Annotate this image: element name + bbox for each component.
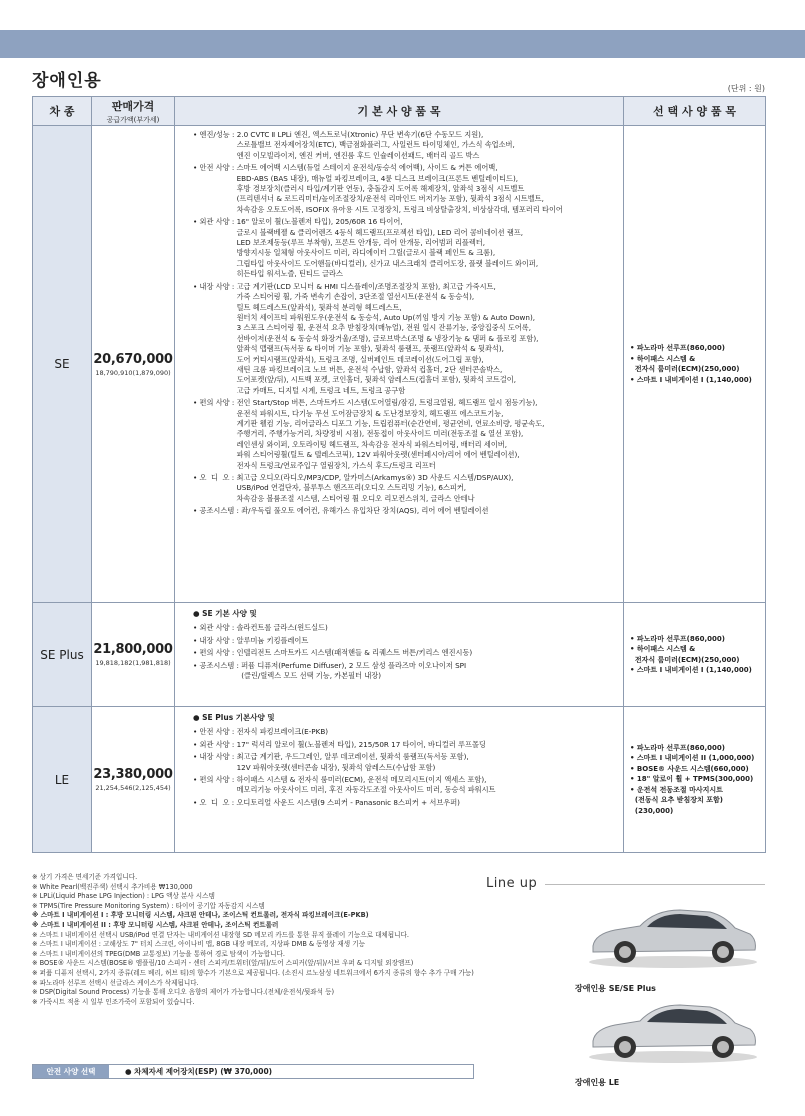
spec-line: 방향지시등 일체형 아웃사이드 미러, 라디에이터 그릴(글로시 블랙 페인트 & 크롬), (236, 248, 496, 258)
spec-line: 12V 파워아웃렛(센터콘솔 내장), 뒷좌석 암레스트(수납함 포함) (236, 762, 436, 772)
header-basic-specs: 기 본 사 양 품 목 (175, 97, 624, 126)
spec-label: • 엔진/성능 : (193, 130, 237, 139)
option-item: • 스마트 I 내비게이션 I (1,140,000) (630, 666, 752, 674)
spec-line: 고급 카매트, 디지털 시계, 트렁크 네트, 트렁크 공구함 (236, 385, 406, 395)
spec-label: • 오 디 오 : (193, 473, 237, 482)
header-price-label: 판매가격 (111, 99, 155, 113)
spec-line: EBD-ABS (BAS 내장), 매뉴얼 파킹브레이크, 4륜 디스크 브레이크(프론트 벤틸레이티드), (236, 173, 519, 183)
spec-line: 솔라컨트롤 글라스(윈드실드) (236, 623, 328, 633)
spec-item (193, 661, 617, 682)
car-caption-le: 장애인용 LE (575, 1078, 620, 1087)
car-image-le (585, 997, 760, 1065)
option-item: • 하이패스 시스템 & (630, 645, 696, 653)
spec-lines (237, 775, 617, 796)
basic-spec-cell (175, 126, 624, 603)
spec-label: • 공조시스템 : (193, 660, 242, 670)
footnote-item: ※ TPMS(Tire Pressure Monitoring System) : 타이어 공기압 자동감지 시스템 (32, 901, 265, 910)
spec-line: 메모리기능 아웃사이드 미러, 후진 자동각도조절 아웃사이드 미러, 동승석 파워시트 (236, 785, 496, 795)
footnote-item: ※ LPLi(Liquid Phase LPG Injection) : LPG 액상 분사 시스템 (32, 892, 215, 901)
spec-lines (237, 636, 617, 646)
footnote-item: ※ 스마트 I 내비게이션 선택시 USB/iPod 연결 단자는 내비게이션 내장형 SD 메모리 카드를 통한 뮤직 플레이 기능으로 대체됩니다. (32, 930, 410, 939)
spec-item (193, 398, 617, 471)
price-cell (92, 126, 175, 603)
footnote-item: ※ BOSE® 사운드 시스템(BOSE® 앰플림/10 스피커 - 센터 스피커/트위터(앞/뒤)/도어 스피커(앞/뒤)/서브 우퍼 & 디지털 외장앰프) (32, 959, 414, 968)
spec-lines (237, 282, 617, 396)
footnote-item: ※ 스마트 I 내비게이션 : 고해상도 7" 터치 스크린, 아이나비 맵, 8GB 내장 메모리, 지상파 DMB & 동영상 재생 기능 (32, 940, 365, 949)
footnote-item: ※ 파노라마 선루프 선택시 선글라스 케이스가 삭제됩니다. (32, 978, 199, 987)
spec-line: 3 스포크 스티어링 휠, 운전석 요추 받침장치(매뉴얼), 전원 일시 잔류기능, 중앙집중식 도어록, (236, 323, 531, 333)
spec-item (193, 648, 617, 658)
spec-line: 차속감응 볼륨조절 시스템, 스티어링 휠 오디오 리모컨스위치, 글라스 안테나 (236, 493, 475, 503)
spec-label: • 편의 사양 : (193, 648, 237, 658)
spec-label: • 외관 사양 : (193, 739, 237, 749)
spec-line: (프리텐셔너 & 로드리미터/높이조절장치/운전석 리마인드 버저기능 포함), 뒷좌석 3점식 시트벨트, (236, 194, 544, 204)
basic-spec-cell (175, 707, 624, 853)
lineup-title: Line up (486, 876, 538, 891)
price-value: 21,800,000 (93, 642, 173, 657)
spec-line: 전자식 파킹브레이크(E-PKB) (236, 727, 329, 737)
option-item: • 운전석 전동조절 마사지시트 (630, 785, 723, 794)
spec-lines (237, 752, 617, 773)
spec-line: 하이패스 시스템 & 전자식 룸미러(ECM), 운전석 메모리시트(이지 액세스 포함), (236, 775, 487, 785)
footnote-item: ※ 상기 가격은 면세기준 가격입니다. (32, 873, 138, 881)
spec-line: 앞좌석 맵램프(독서등 & 타이머 기능 포함), 뒷좌석 룸램프, 풋램프(앞좌석 & 뒷좌석), (236, 344, 504, 354)
spec-label: • 안전 사양 : (193, 727, 237, 737)
spec-item (193, 163, 617, 215)
spec-line: USB/iPod 연결단자, 블루투스 핸즈프리(오디오 스트리밍 기능), 6스피커, (236, 483, 467, 493)
spec-item (193, 506, 617, 516)
spec-lines (236, 798, 617, 808)
spec-line: 16" 알로이 휠(노블렌저 타입), 205/60R 16 타이어, (236, 217, 403, 227)
spec-line: 전인 Start/Stop 버튼, 스마트카드 시스템(도어열림/잠김, 트렁크열림, 헤드램프 일시 점등기능), (236, 398, 538, 408)
price-cell (92, 707, 175, 853)
option-item: (전동식 요추 받침장치 포함) (630, 796, 723, 805)
spec-item (193, 130, 617, 161)
table-header-row (33, 97, 766, 126)
spec-line: 계기판 웰컴 기능, 리어글라스 디포그 기능, 트립컴퓨터(순간연비, 평균연비, 연료소비량, 평균속도, (236, 418, 545, 428)
spec-lines (237, 398, 617, 471)
spec-line: 알루미늄 키킹플레이트 (236, 635, 309, 645)
spec-line: 엔진 이모빌라이저, 엔진 커버, 엔진룸 후드 인슐레이션패드, 배터리 골드 박스 (236, 150, 480, 160)
price-supply-value: 19,818,182(1,981,818) (95, 659, 171, 667)
spec-label: • 내장 사양 : (193, 281, 237, 291)
spec-line: 오디토리얼 사운드 시스템(9 스피커 - Panasonic 8스피커 + 서브우퍼) (236, 797, 460, 807)
page-title: 장애인용 (32, 71, 102, 91)
spec-line: 최고급 오디오(라디오/MP3/CDP, 알카미스(Arkamys®) 3D 사운드 시스템/DSP/AUX), (236, 473, 514, 482)
spec-item (193, 217, 617, 279)
footnote-item: ※ 스마트 I 내비게이션 I : 후방 모니터링 시스템, 샤크핀 안테나, 조이스틱 컨트롤러, 전자식 파킹브레이크(E-PKB) (32, 911, 369, 920)
spec-line: 새틴 크롬 파킹브레이크 노브 버튼, 운전석 수납함, 앞좌석 컵홀더, 2단 센터콘솔박스, (236, 364, 503, 374)
header-option-specs: 선 택 사 양 품 목 (624, 97, 766, 126)
spec-line: 가죽 스티어링 휠, 가죽 변속기 손잡이, 3단조절 열선시트(운전석 & 동승석), (236, 292, 475, 302)
footnotes (32, 873, 562, 1007)
spec-lines (241, 506, 617, 516)
spec-line: 파워 스티어링휠(틸트 & 텔레스코픽), 12V 파워아웃렛(센터페시아/리어 에어 벤틸레이션), (236, 450, 520, 460)
basic-spec-cell (175, 603, 624, 707)
model-name: SE (33, 126, 92, 603)
option-spec-cell (624, 707, 766, 853)
spec-line: 주행거리, 주행가능거리, 차량정비 시점), 전동접이 아웃사이드 미러(전동조절 & 열선 포함), (236, 429, 524, 439)
spec-line: 고급 계기판(LCD 모니터 & HMI 디스플레이/조명조절장치 포함), 최고급 가죽시트, (236, 281, 496, 291)
option-item: 전자식 룸미러(ECM)(250,000) (630, 655, 740, 664)
spec-lines (237, 623, 617, 633)
option-item: • 파노라마 선루프(860,000) (630, 344, 725, 352)
option-spec-cell (624, 603, 766, 707)
safety-option-label: 안전 사양 선택 (33, 1065, 109, 1078)
spec-line: 좌/우독립 풀오토 에어컨, 유해가스 유입차단 장치(AQS), 리어 에어 벤틸레이션 (241, 506, 489, 516)
spec-lines (237, 648, 617, 658)
header-price (92, 97, 175, 126)
spec-lines (237, 727, 617, 737)
spec-lines (241, 661, 617, 682)
spec-line: 스로틀밸브 전자제어장치(ETC), 백금점화플러그, 사일런트 타이밍체인, 가스식 속업소버, (236, 140, 515, 150)
spec-lines (237, 217, 617, 279)
model-name: LE (33, 707, 92, 853)
price-value: 20,670,000 (93, 351, 173, 367)
spec-item (193, 636, 617, 646)
safety-option-box (32, 1064, 474, 1079)
table-row (33, 126, 766, 603)
spec-label: • 편의 사양 : (193, 398, 237, 408)
footnote-item: ※ 퍼퓸 디퓨저 선택시, 2가지 종류(레드 베리, 허브 티)의 향수가 기본으로 제공됩니다. (소진시 르노삼성 네트워크에서 6가지 종류의 향수 추가 구매 가능) (32, 968, 474, 977)
spec-label: • 오 디 오 : (193, 797, 237, 807)
spec-line: 2.0 CVTC Ⅱ LPLi 엔진, 엑스트로닉(Xtronic) 무단 변속기(6단 수동모드 지원), (236, 130, 484, 139)
spec-line: 17" 럭셔리 알로이 휠(노블렌저 타입), 215/50R 17 타이어, 바디컬러 루프몰딩 (236, 739, 486, 749)
price-supply-value: 18,790,910(1,879,090) (95, 368, 171, 377)
header-price-sub: 공급가액(부가세) (106, 115, 160, 124)
spec-lines (237, 130, 617, 161)
unit-label: (단위 : 원) (727, 84, 765, 93)
spec-item (193, 798, 617, 808)
price-supply-value: 21,254,546(2,125,454) (95, 784, 171, 792)
table-row (33, 707, 766, 853)
spec-item (193, 752, 617, 773)
footnote-item: ※ 스마트 I 내비게이션 II : 후방 모니터링 시스템, 샤크핀 안테나, 조이스틱 컨트롤러 (32, 920, 279, 929)
option-item: • 파노라마 선루프(860,000) (630, 743, 725, 752)
spec-line: 후방 경보장치(클러시 타입/계기판 연동), 충돌감지 도어록 해제장치, 앞좌석 3점식 시트벨트 (236, 184, 525, 194)
table-row (33, 603, 766, 707)
spec-heading: ● SE 기본 사양 및 (193, 609, 257, 618)
footnote-item: ※ White Pearl(백진주색) 선택시 추가비용 ₩130,000 (32, 882, 193, 891)
spec-line: 레인센싱 와이퍼, 오토라이팅 헤드램프, 차속감응 전자식 파워스티어링, 배터리 세이버, (236, 439, 508, 449)
spec-label: • 안전 사양 : (193, 163, 237, 173)
spec-item (193, 740, 617, 750)
spec-line: 선바이저(운전석 & 동승석 화장거울/조명), 글로브박스(조명 & 냉장기능 & 댐퍼 & 플로킹 포함), (236, 333, 539, 343)
footnote-item: ※ 가죽시트 적용 시 일부 인조가죽이 포함되어 있습니다. (32, 997, 195, 1006)
spec-line: 운전석 파워시트, 다기능 무선 도어잠금장치 & 도난경보장치, 헤드램프 에스코트기능, (236, 408, 504, 418)
option-item: • 하이패스 시스템 & (630, 354, 696, 363)
spec-lines (237, 740, 617, 750)
spec-line: 전자식 트렁크/연료주입구 열림장치, 가스식 후드/트렁크 리프터 (236, 460, 436, 470)
spec-line: (클린/릴렉스 모드 선택 기능, 카본필터 내장) (241, 671, 382, 681)
price-cell (92, 603, 175, 707)
spec-line: 도어 커티시램프(앞좌석), 트렁크 조명, 실버페인트 데코레이션(도어그립 포함), (236, 354, 484, 364)
option-item: • 스마트 I 내비게이션 I (1,140,000) (630, 375, 752, 384)
spec-line: 원터치 세이프티 파워윈도우(운전석 & 동승석, Auto Up(끼임 방지 기능 포함) & Auto Down), (236, 312, 536, 322)
spec-item (193, 282, 617, 396)
option-item: • BOSE® 사운드 시스템(660,000) (630, 764, 749, 773)
spec-label: • 외관 사양 : (193, 217, 237, 227)
top-banner-bar (0, 30, 805, 58)
option-item: • 18" 알로이 휠 + TPMS(300,000) (630, 775, 754, 784)
option-item: • 스마트 I 내비게이션 II (1,000,000) (630, 754, 755, 763)
spec-label: • 외관 사양 : (193, 623, 237, 633)
header-model: 차 종 (33, 97, 92, 126)
spec-line: 틸트 헤드레스트(앞좌석), 뒷좌석 분리형 헤드레스트, (236, 302, 402, 312)
spec-label: • 편의 사양 : (193, 775, 237, 785)
spec-lines (237, 163, 617, 215)
car-image-se (585, 898, 760, 970)
spec-line: 인텔리전트 스마트카드 시스템(패적핸들 & 리퀘스트 버튼/키리스 엔진시동) (236, 648, 473, 658)
safety-option-value: ● 차체자세 제어장치(ESP) (₩ 370,000) (125, 1067, 273, 1076)
spec-label: • 내장 사양 : (193, 752, 237, 762)
spec-label: • 내장 사양 : (193, 635, 237, 645)
spec-line: 차속감응 오토도어록, ISOFIX 유아용 시트 고정장치, 트렁크 비상탈출장치, 비상삼각대, 템포러리 타이어 (236, 204, 563, 214)
spec-item (193, 623, 617, 633)
spec-line: 퍼퓸 디퓨저(Perfume Diffuser), 2 모드 삼성 플라즈마 이오나이저 SPI (241, 660, 467, 670)
spec-line: 도어포켓(앞/뒤), 시트백 포켓, 코인홀더, 뒷좌석 암레스트(컵홀더 포함), 뒷좌석 코트걸이, (236, 375, 516, 385)
spec-line: LED 보조제동등(루프 부착형), 프론트 안개등, 리어 안개등, 리어범퍼 리플렉터, (236, 238, 486, 248)
model-name: SE Plus (33, 603, 92, 707)
price-value: 23,380,000 (93, 767, 173, 782)
spec-item (193, 473, 617, 504)
option-item: 전자식 룸미러(ECM)(250,000) (630, 365, 740, 373)
car-caption-se: 장애인용 SE/SE Plus (575, 984, 656, 993)
spec-heading: ● SE Plus 기본사양 및 (193, 713, 275, 722)
spec-price-table (32, 96, 766, 853)
spec-item (193, 727, 617, 737)
spec-line: 최고급 계기판, 우드그레인, 알루 데코레이션, 뒷좌석 룸램프(독서등 포함), (236, 752, 469, 762)
option-item: (230,000) (630, 806, 674, 815)
spec-lines (236, 473, 617, 504)
spec-line: 스마트 에어백 시스템(듀얼 스테이지 운전석/동승석 에어백), 사이드 & 커튼 에어백, (236, 163, 498, 173)
spec-item (193, 775, 617, 796)
spec-line: 글로시 블랙베젤 & 클리어렌즈 4등식 헤드램프(프로젝션 타입), LED 리어 콤비네이션 램프, (236, 227, 523, 237)
spec-label: • 공조시스템 : (193, 506, 242, 516)
lineup-divider (545, 884, 765, 885)
spec-line: 히든타입 워셔노즐, 틴티드 글라스 (236, 269, 343, 279)
spec-line: 그립타입 아웃사이드 도어핸들(바디컬러), 신가교 내스크래치 클리어도장, 플랫 블레이드 와이퍼, (236, 258, 539, 268)
footnote-item: ※ DSP(Digital Sound Process) 기능을 통해 오디오 음향의 제어가 가능합니다.(전체/운전석/뒷좌석 등) (32, 988, 335, 997)
footnote-item: ※ 스마트 I 내비게이션의 TPEG(DMB 교통정보) 기능을 통하여 경로 탐색이 가능합니다. (32, 949, 285, 958)
option-item: • 파노라마 선루프(860,000) (630, 634, 725, 643)
option-spec-cell (624, 126, 766, 603)
